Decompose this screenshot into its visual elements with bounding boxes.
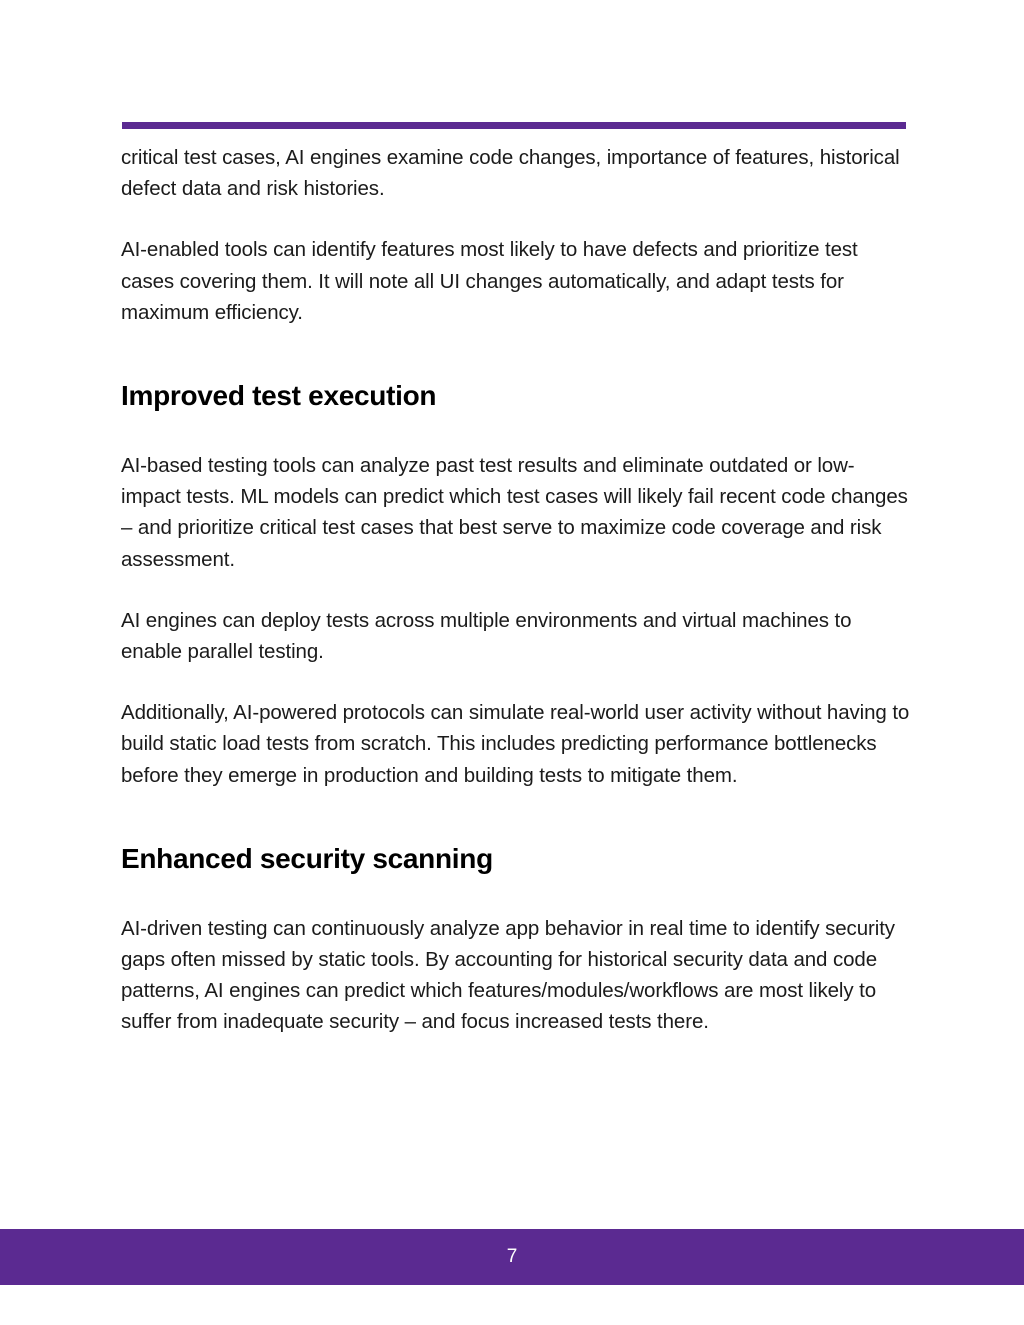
body-paragraph: AI-driven testing can continuously analyze app behavior in real time to identify security gaps often missed by static tools. By accounting for historical security data and code patterns, AI engines can predict which features/modules/workflows are most likely to suffer from inadequate security – and focus increased tests there. — [121, 916, 895, 1034]
top-divider — [122, 122, 906, 129]
body-paragraph: critical test cases, AI engines examine code changes, importance of features, historical defect data and risk histories. — [121, 146, 900, 201]
body-paragraph: AI-enabled tools can identify features most likely to have defects and prioritize test cases covering them. It will note all UI changes automatically, and adapt tests for maximum efficiency. — [121, 238, 858, 324]
body-paragraph: AI engines can deploy tests across multiple environments and virtual machines to enable parallel testing. — [121, 608, 852, 664]
body-paragraph: AI-based testing tools can analyze past test results and eliminate outdated or low-impact tests. ML models can predict which test cases will likely fail recent code changes – and prioritize critical test cases that best serve to maximize code coverage and risk assessment. — [121, 454, 908, 571]
section-heading: Improved test execution — [121, 380, 437, 412]
section-heading: Enhanced security scanning — [121, 842, 493, 874]
body-paragraph: Additionally, AI-powered protocols can simulate real-world user activity without having to build static load tests from scratch. This includes predicting performance bottlenecks before they emerge in production and building tests to mitigate them. — [121, 701, 910, 787]
page-content — [121, 142, 911, 1068]
page-number: 7 — [506, 1246, 518, 1267]
footer-band — [0, 1229, 1024, 1285]
